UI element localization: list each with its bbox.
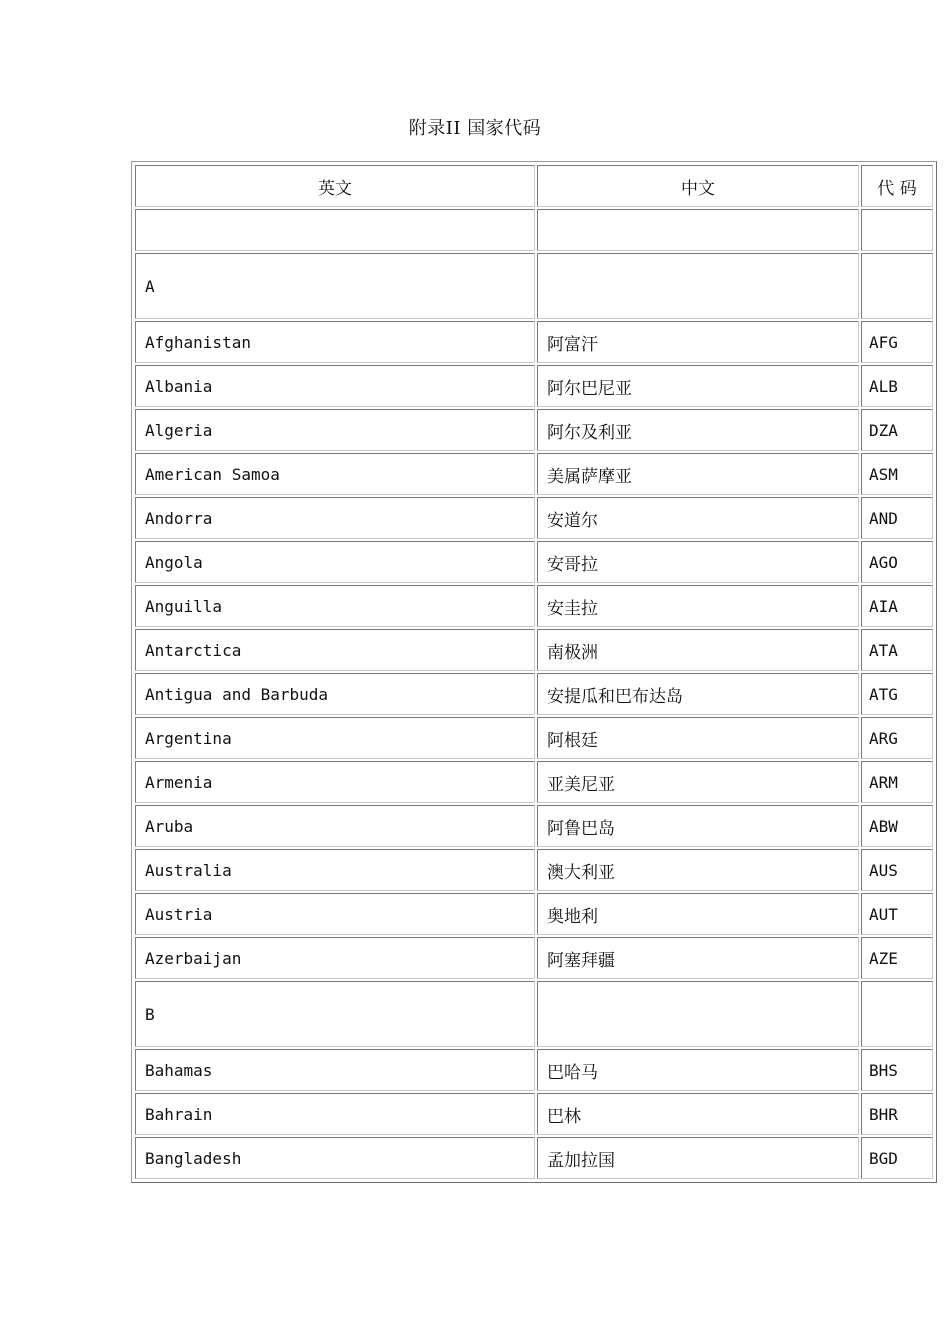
table-row (135, 805, 933, 847)
table-row (135, 497, 933, 539)
table-row (135, 1049, 933, 1091)
table-row (135, 937, 933, 979)
english-name-cell: Aruba (135, 805, 535, 847)
section-letter: B (135, 981, 535, 1047)
chinese-name-cell: 巴哈马 (537, 1049, 859, 1091)
table-row (135, 761, 933, 803)
chinese-name-cell: 巴林 (537, 1093, 859, 1135)
chinese-name-cell: 阿鲁巴岛 (537, 805, 859, 847)
english-name-cell: Andorra (135, 497, 535, 539)
chinese-name-cell: 安哥拉 (537, 541, 859, 583)
english-name-cell: Anguilla (135, 585, 535, 627)
section-letter: A (135, 253, 535, 319)
section-letter-row (135, 253, 933, 319)
english-name-cell: Algeria (135, 409, 535, 451)
table-body (135, 165, 933, 1179)
chinese-name-cell: 安道尔 (537, 497, 859, 539)
english-name-cell: Afghanistan (135, 321, 535, 363)
country-code-cell: DZA (861, 409, 933, 451)
country-code-cell: ALB (861, 365, 933, 407)
english-name-cell: Antigua and Barbuda (135, 673, 535, 715)
table-row (135, 849, 933, 891)
section-empty-cell (861, 253, 933, 319)
country-code-cell: AFG (861, 321, 933, 363)
country-code-cell: AUT (861, 893, 933, 935)
section-empty-cell (861, 981, 933, 1047)
header-chinese: 中文 (537, 165, 859, 207)
country-code-cell: BGD (861, 1137, 933, 1179)
english-name-cell: Armenia (135, 761, 535, 803)
english-name-cell: Bangladesh (135, 1137, 535, 1179)
table-row (135, 629, 933, 671)
header-english: 英文 (135, 165, 535, 207)
country-code-cell: AIA (861, 585, 933, 627)
country-code-cell: ASM (861, 453, 933, 495)
chinese-name-cell: 阿富汗 (537, 321, 859, 363)
blank-row (135, 209, 933, 251)
table-row (135, 321, 933, 363)
country-code-cell: ATG (861, 673, 933, 715)
country-code-cell: ARM (861, 761, 933, 803)
english-name-cell: Antarctica (135, 629, 535, 671)
chinese-name-cell: 安提瓜和巴布达岛 (537, 673, 859, 715)
chinese-name-cell: 奥地利 (537, 893, 859, 935)
country-code-cell: BHS (861, 1049, 933, 1091)
chinese-name-cell: 孟加拉国 (537, 1137, 859, 1179)
country-code-cell: ARG (861, 717, 933, 759)
chinese-name-cell: 阿根廷 (537, 717, 859, 759)
table-row (135, 453, 933, 495)
chinese-name-cell: 安圭拉 (537, 585, 859, 627)
english-name-cell: Bahrain (135, 1093, 535, 1135)
chinese-name-cell: 澳大利亚 (537, 849, 859, 891)
chinese-name-cell: 亚美尼亚 (537, 761, 859, 803)
english-name-cell: Austria (135, 893, 535, 935)
country-code-cell: AUS (861, 849, 933, 891)
country-code-cell: AZE (861, 937, 933, 979)
table-row (135, 585, 933, 627)
table-row (135, 1093, 933, 1135)
chinese-name-cell: 阿尔巴尼亚 (537, 365, 859, 407)
country-code-cell: ABW (861, 805, 933, 847)
table-row (135, 365, 933, 407)
table-row (135, 541, 933, 583)
english-name-cell: Angola (135, 541, 535, 583)
english-name-cell: American Samoa (135, 453, 535, 495)
country-code-cell: BHR (861, 1093, 933, 1135)
country-code-cell: AGO (861, 541, 933, 583)
country-code-table-frame (131, 161, 937, 1183)
english-name-cell: Australia (135, 849, 535, 891)
page-title: 附录II 国家代码 (408, 118, 542, 139)
chinese-name-cell: 阿塞拜疆 (537, 937, 859, 979)
country-code-cell: ATA (861, 629, 933, 671)
chinese-name-cell: 阿尔及利亚 (537, 409, 859, 451)
section-letter-row (135, 981, 933, 1047)
blank-cell (861, 209, 933, 251)
english-name-cell: Azerbaijan (135, 937, 535, 979)
chinese-name-cell: 南极洲 (537, 629, 859, 671)
country-code-cell: AND (861, 497, 933, 539)
english-name-cell: Argentina (135, 717, 535, 759)
header-code: 代 码 (861, 165, 933, 207)
table-row (135, 673, 933, 715)
country-code-table (133, 163, 935, 1181)
table-header-row (135, 165, 933, 207)
table-row (135, 893, 933, 935)
table-row (135, 409, 933, 451)
blank-cell (537, 209, 859, 251)
english-name-cell: Albania (135, 365, 535, 407)
table-row (135, 1137, 933, 1179)
english-name-cell: Bahamas (135, 1049, 535, 1091)
section-empty-cell (537, 981, 859, 1047)
blank-cell (135, 209, 535, 251)
chinese-name-cell: 美属萨摩亚 (537, 453, 859, 495)
section-empty-cell (537, 253, 859, 319)
table-row (135, 717, 933, 759)
